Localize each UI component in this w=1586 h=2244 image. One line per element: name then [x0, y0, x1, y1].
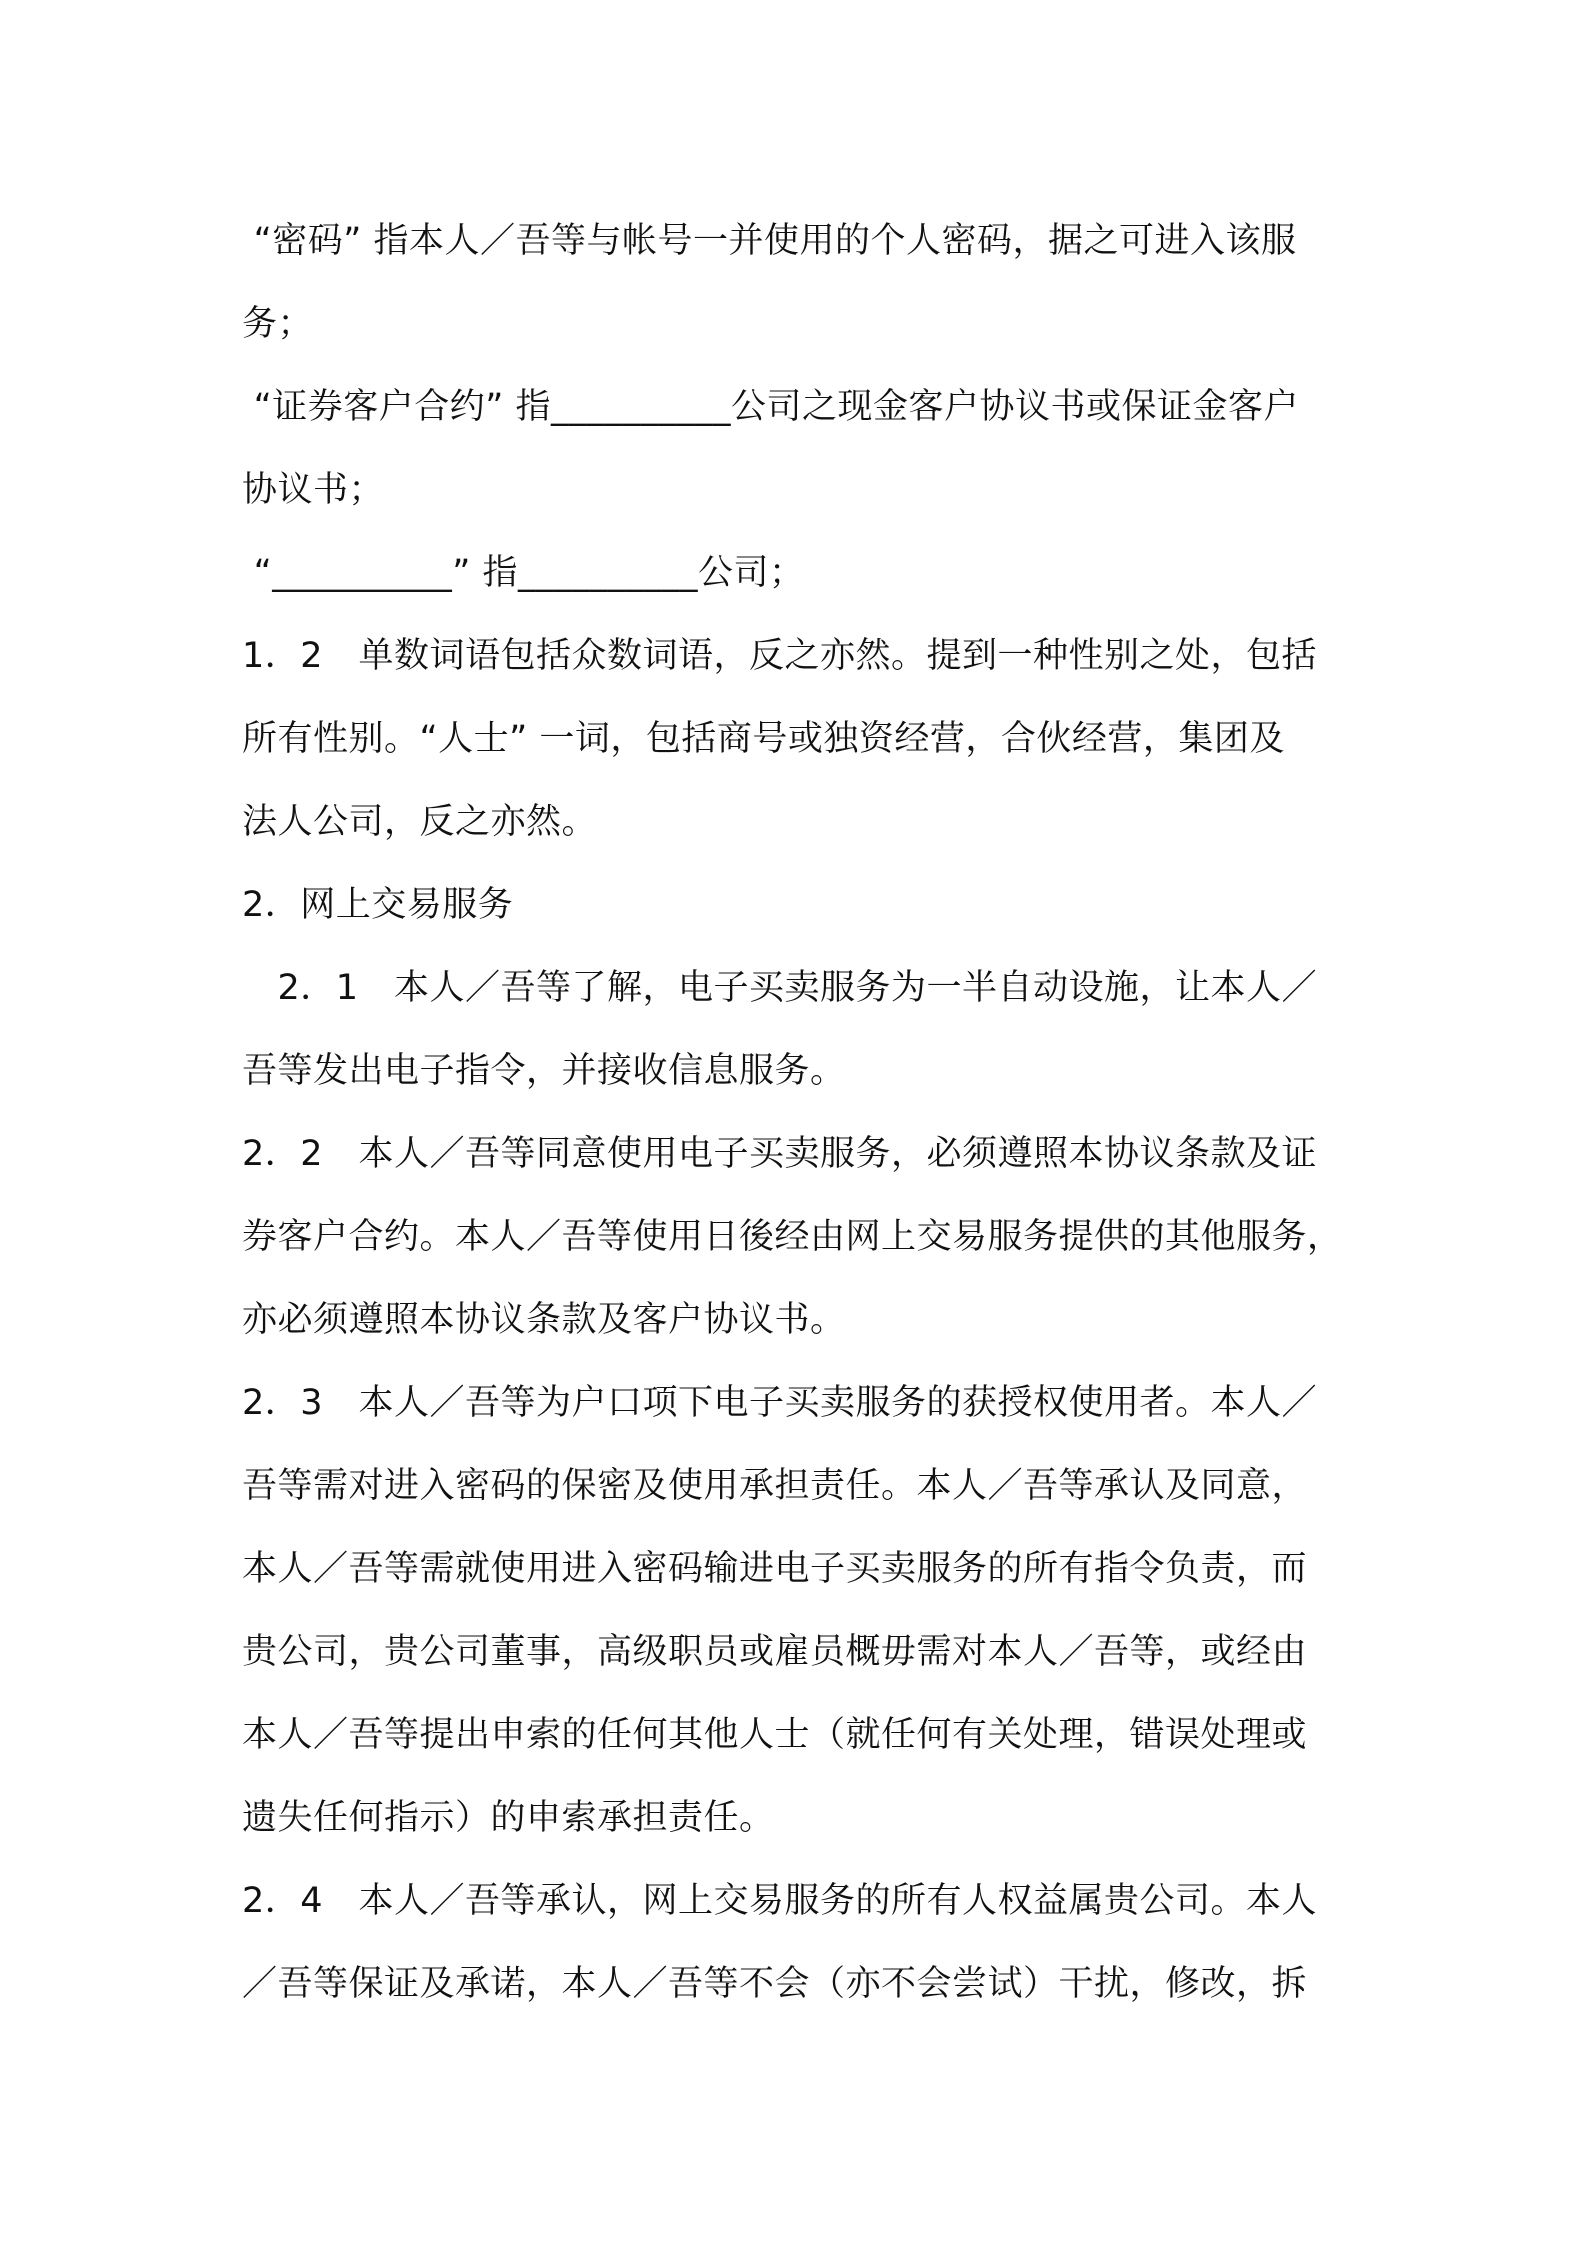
text-line: 协议书； [242, 470, 385, 510]
text-line: 券客户合约。本人／吾等使用日後经由网上交易服务提供的其他服务， [242, 1217, 1343, 1257]
text-line: 亦必须遵照本协议条款及客户协议书。 [242, 1300, 846, 1340]
text-line: 2．3 本人／吾等为户口项下电子买卖服务的获授权使用者。本人／ [242, 1383, 1318, 1423]
text-line: ／吾等保证及承诺，本人／吾等不会（亦不会尝试）干扰，修改，拆 [242, 1964, 1308, 2004]
text-line: 务； [242, 304, 314, 344]
document-body [242, 200, 1382, 2026]
text-line: 2．4 本人／吾等承认，网上交易服务的所有人权益属贵公司。本人 [242, 1881, 1318, 1921]
text-line: “密码” 指本人／吾等与帐号一并使用的个人密码，据之可进入该服 [242, 221, 1297, 261]
text-line: 2．1 本人／吾等了解，电子买卖服务为一半自动设施，让本人／ [242, 968, 1318, 1008]
text-line: 所有性别。“人士” 一词，包括商号或独资经营，合伙经营，集团及 [242, 719, 1285, 759]
text-line: 2．2 本人／吾等同意使用电子买卖服务，必须遵照本协议条款及证 [242, 1134, 1318, 1174]
text-line: “证券客户合约” 指__________公司之现金客户协议书或保证金客户 [242, 387, 1300, 427]
text-line: 本人／吾等提出申索的任何其他人士（就任何有关处理，错误处理或 [242, 1715, 1308, 1755]
text-line: 遗失任何指示）的申索承担责任。 [242, 1798, 775, 1838]
text-line: 1．2 单数词语包括众数词语，反之亦然。提到一种性别之处，包括 [242, 636, 1318, 676]
section-heading: 2．网上交易服务 [242, 885, 514, 925]
text-line: 法人公司，反之亦然。 [242, 802, 598, 842]
text-line: 吾等发出电子指令，并接收信息服务。 [242, 1051, 846, 1091]
text-line: “__________” 指__________公司； [242, 553, 805, 593]
text-line: 本人／吾等需就使用进入密码输进电子买卖服务的所有指令负责，而 [242, 1549, 1308, 1589]
text-line: 贵公司，贵公司董事，高级职员或雇员概毋需对本人／吾等，或经由 [242, 1632, 1308, 1672]
text-line: 吾等需对进入密码的保密及使用承担责任。本人／吾等承认及同意， [242, 1466, 1308, 1506]
